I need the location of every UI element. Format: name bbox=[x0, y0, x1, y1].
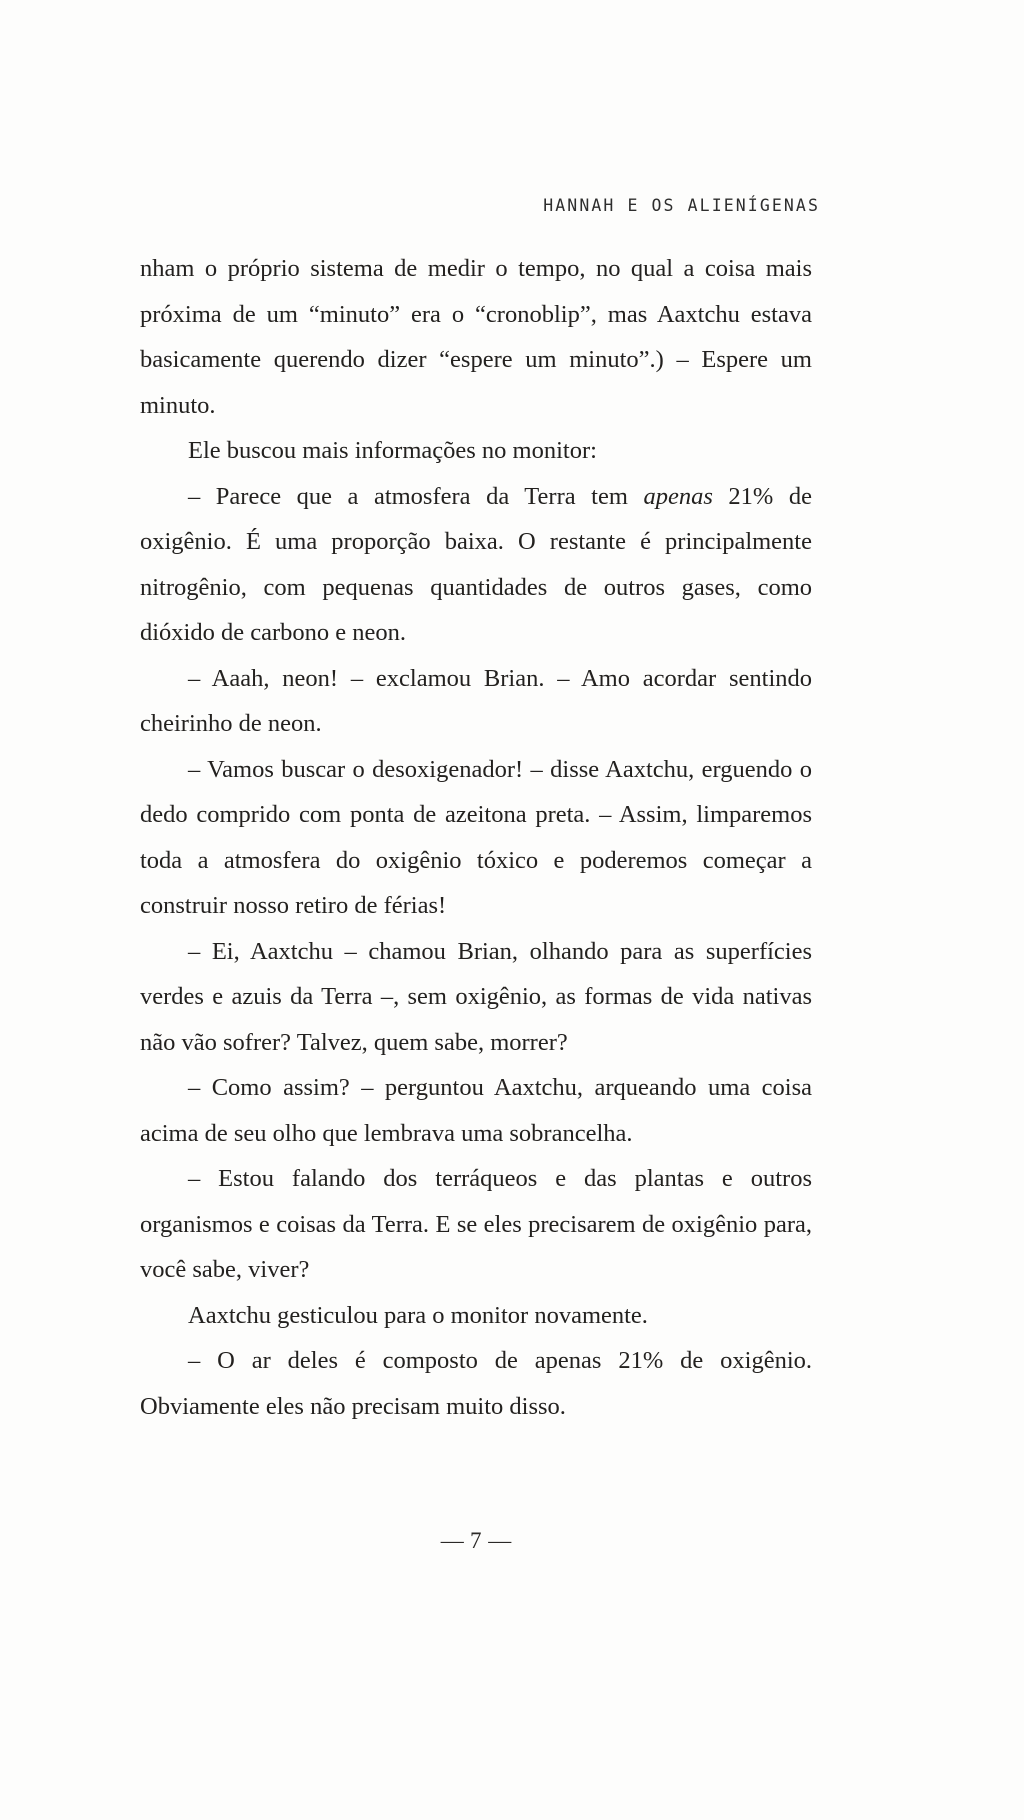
folio-dash-left: — bbox=[440, 1528, 464, 1553]
paragraph-10: – O ar deles é composto de apenas 21% de oxigênio. Obviamente eles não precisam muito disso. bbox=[140, 1347, 812, 1420]
paragraph-8: – Estou falando dos terráqueos e das plantas e outros organismos e coisas da Terra. E se eles precisarem de oxigênio para, você sabe, viver? bbox=[140, 1165, 812, 1283]
folio-value: 7 bbox=[470, 1528, 482, 1553]
paragraph-4: – Aaah, neon! – exclamou Brian. – Amo acordar sentindo cheirinho de neon. bbox=[140, 664, 812, 737]
paragraph-6: – Ei, Aaxtchu – chamou Brian, olhando para as superfícies verdes e azuis da Terra –, sem oxigênio, as formas de vida nativas não vão sofrer? Talvez, quem sabe, morrer? bbox=[140, 937, 812, 1056]
paragraph-7: – Como assim? – perguntou Aaxtchu, arqueando uma coisa acima de seu olho que lembrava uma sobrancelha. bbox=[140, 1074, 812, 1147]
paragraph-9: Aaxtchu gesticulou para o monitor novamente. bbox=[188, 1301, 648, 1329]
running-header: HANNAH E OS ALIENÍGENAS bbox=[543, 196, 820, 215]
paragraph-3-lead: – Parece que a atmosfera da Terra tem bbox=[188, 482, 644, 510]
paragraph-5: – Vamos buscar o desoxigenador! – disse Aaxtchu, erguendo o dedo comprido com ponta de azeitona preta. – Assim, limparemos toda a atmosfera do oxigênio tóxico e poderemos começar a construir nosso retiro de férias! bbox=[140, 755, 812, 919]
paragraph-3-tail: 21% de oxigênio. É uma proporção baixa. O restante é principalmente nitrogênio, com pequenas quantidades de outros gases, como dióxido de carbono e neon. bbox=[140, 482, 812, 646]
emphasis-apenas: apenas bbox=[643, 482, 713, 510]
paragraph-2: Ele buscou mais informações no monitor: bbox=[188, 437, 597, 464]
body-text-block bbox=[140, 246, 812, 1429]
folio-dash-right: — bbox=[488, 1528, 512, 1553]
paragraph-3 bbox=[140, 474, 812, 656]
page-number bbox=[140, 1528, 812, 1554]
paragraph-1: nham o próprio sistema de medir o tempo, no qual a coisa mais próxima de um “minuto” era o “cronoblip”, mas Aaxtchu estava basicamente querendo dizer “espere um minuto”.) – Espere um minuto. bbox=[140, 255, 812, 419]
